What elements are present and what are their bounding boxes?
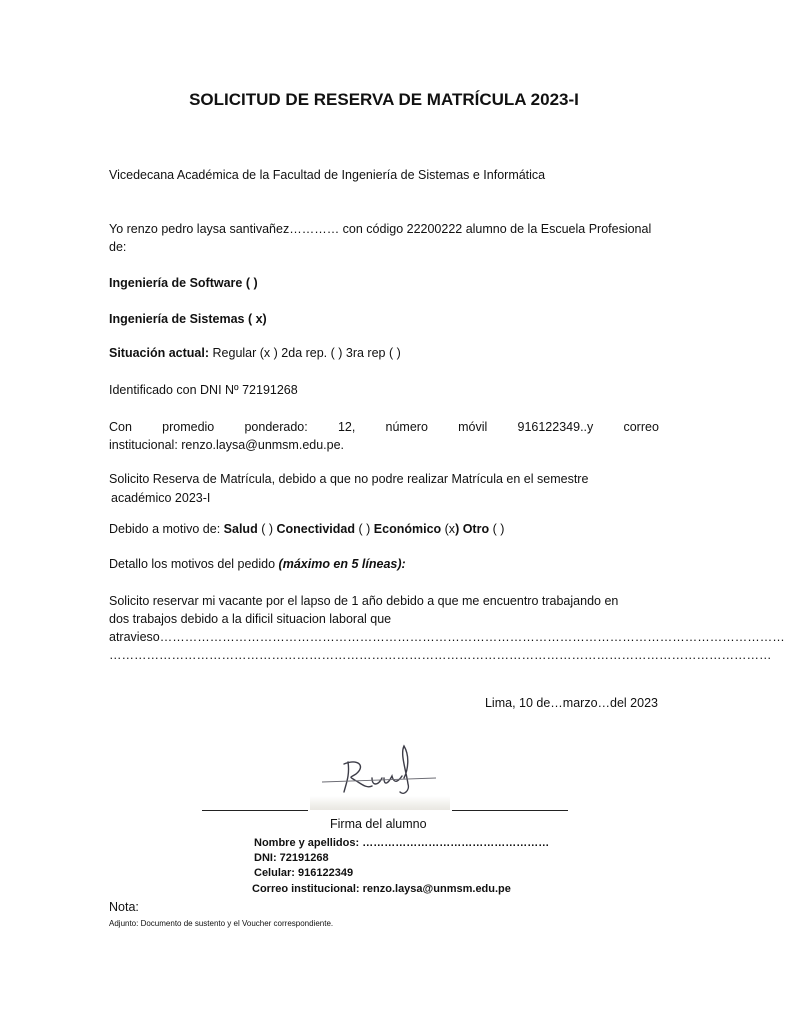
detail-hint: (máximo en 5 líneas):	[278, 557, 406, 571]
intro-line-2: de:	[109, 240, 127, 254]
addressee: Vicedecana Académica de la Facultad de Ingeniería de Sistemas e Informática	[109, 168, 546, 182]
reason-prefix: Debido a motivo de:	[109, 522, 221, 536]
promedio-word: 12,	[337, 420, 356, 434]
reason-conectividad: Conectividad	[276, 522, 355, 536]
reason-line	[109, 522, 504, 536]
reason-otro: ) Otro	[455, 522, 490, 536]
detail-prefix: Detallo los motivos del pedido	[109, 557, 279, 571]
note-label: Nota:	[109, 900, 139, 914]
reason-conectividad-mark: ( )	[358, 522, 371, 536]
signature-line-right	[452, 810, 568, 811]
detail-heading	[109, 557, 406, 571]
promedio-word: promedio	[162, 420, 215, 434]
detail-line-2: dos trabajos debido a la dificil situacion laboral que	[109, 612, 392, 626]
request-line-1: Solicito Reserva de Matrícula, debido a que no podre realizar Matrícula en el semestre	[109, 472, 589, 486]
name-field: Nombre y apellidos: ……………………………………………	[254, 837, 550, 849]
school-option-software-label: Ingeniería de Software	[109, 276, 243, 290]
situation-label: Situación actual:	[109, 346, 210, 360]
phone-field: Celular: 916122349	[254, 867, 354, 879]
reason-otro-mark: ( )	[492, 522, 505, 536]
request-line-2: académico 2023-I	[111, 491, 211, 505]
promedio-word: móvil	[458, 420, 488, 434]
promedio-word: Con	[109, 420, 132, 434]
situation-line	[109, 346, 401, 360]
school-option-sistemas-mark: ( x)	[247, 312, 267, 326]
promedio-line-2: institucional: renzo.laysa@unmsm.edu.pe.	[109, 438, 345, 452]
dni-field: DNI: 72191268	[254, 852, 329, 864]
intro-line-1: Yo renzo pedro laysa santivañez………… con código 22200222 alumno de la Escuela Profesional	[109, 222, 652, 236]
signature-icon	[300, 740, 460, 810]
place-date: Lima, 10 de…marzo…del 2023	[484, 696, 658, 710]
school-option-software	[109, 276, 258, 290]
reason-economico-mark: (x	[444, 522, 456, 536]
detail-line-4: ……………………………………………………………………………………………………………………………………………	[109, 648, 772, 662]
document-title: SOLICITUD DE RESERVA DE MATRÍCULA 2023-I	[189, 90, 579, 109]
dni-line: Identificado con DNI Nº 72191268	[109, 383, 298, 397]
email-field: Correo institucional: renzo.laysa@unmsm.edu.pe	[252, 883, 511, 895]
note-text: Adjunto: Documento de sustento y el Voucher correspondiente.	[109, 919, 334, 928]
promedio-line-1	[109, 418, 659, 436]
signature-caption: Firma del alumno	[330, 817, 427, 831]
reason-economico: Económico	[373, 522, 442, 536]
school-option-sistemas-label: Ingeniería de Sistemas	[109, 312, 245, 326]
detail-line-3: atravieso……………………………………………………………………………………………………………………………………	[109, 630, 785, 644]
reason-salud-mark: ( )	[261, 522, 274, 536]
situation-options: Regular (x ) 2da rep. ( ) 3ra rep ( )	[212, 346, 401, 360]
promedio-word: correo	[623, 420, 659, 434]
reason-salud: Salud	[223, 522, 258, 536]
promedio-word: 916122349..y	[517, 420, 594, 434]
promedio-paragraph	[109, 418, 659, 454]
detail-line-1: Solicito reservar mi vacante por el lapso de 1 año debido a que me encuentro trabajando en	[109, 594, 619, 608]
promedio-word: número	[385, 420, 428, 434]
promedio-word: ponderado:	[244, 420, 308, 434]
school-option-software-mark: ( )	[245, 276, 258, 290]
signature-line-left	[202, 810, 308, 811]
school-option-sistemas	[109, 312, 267, 326]
